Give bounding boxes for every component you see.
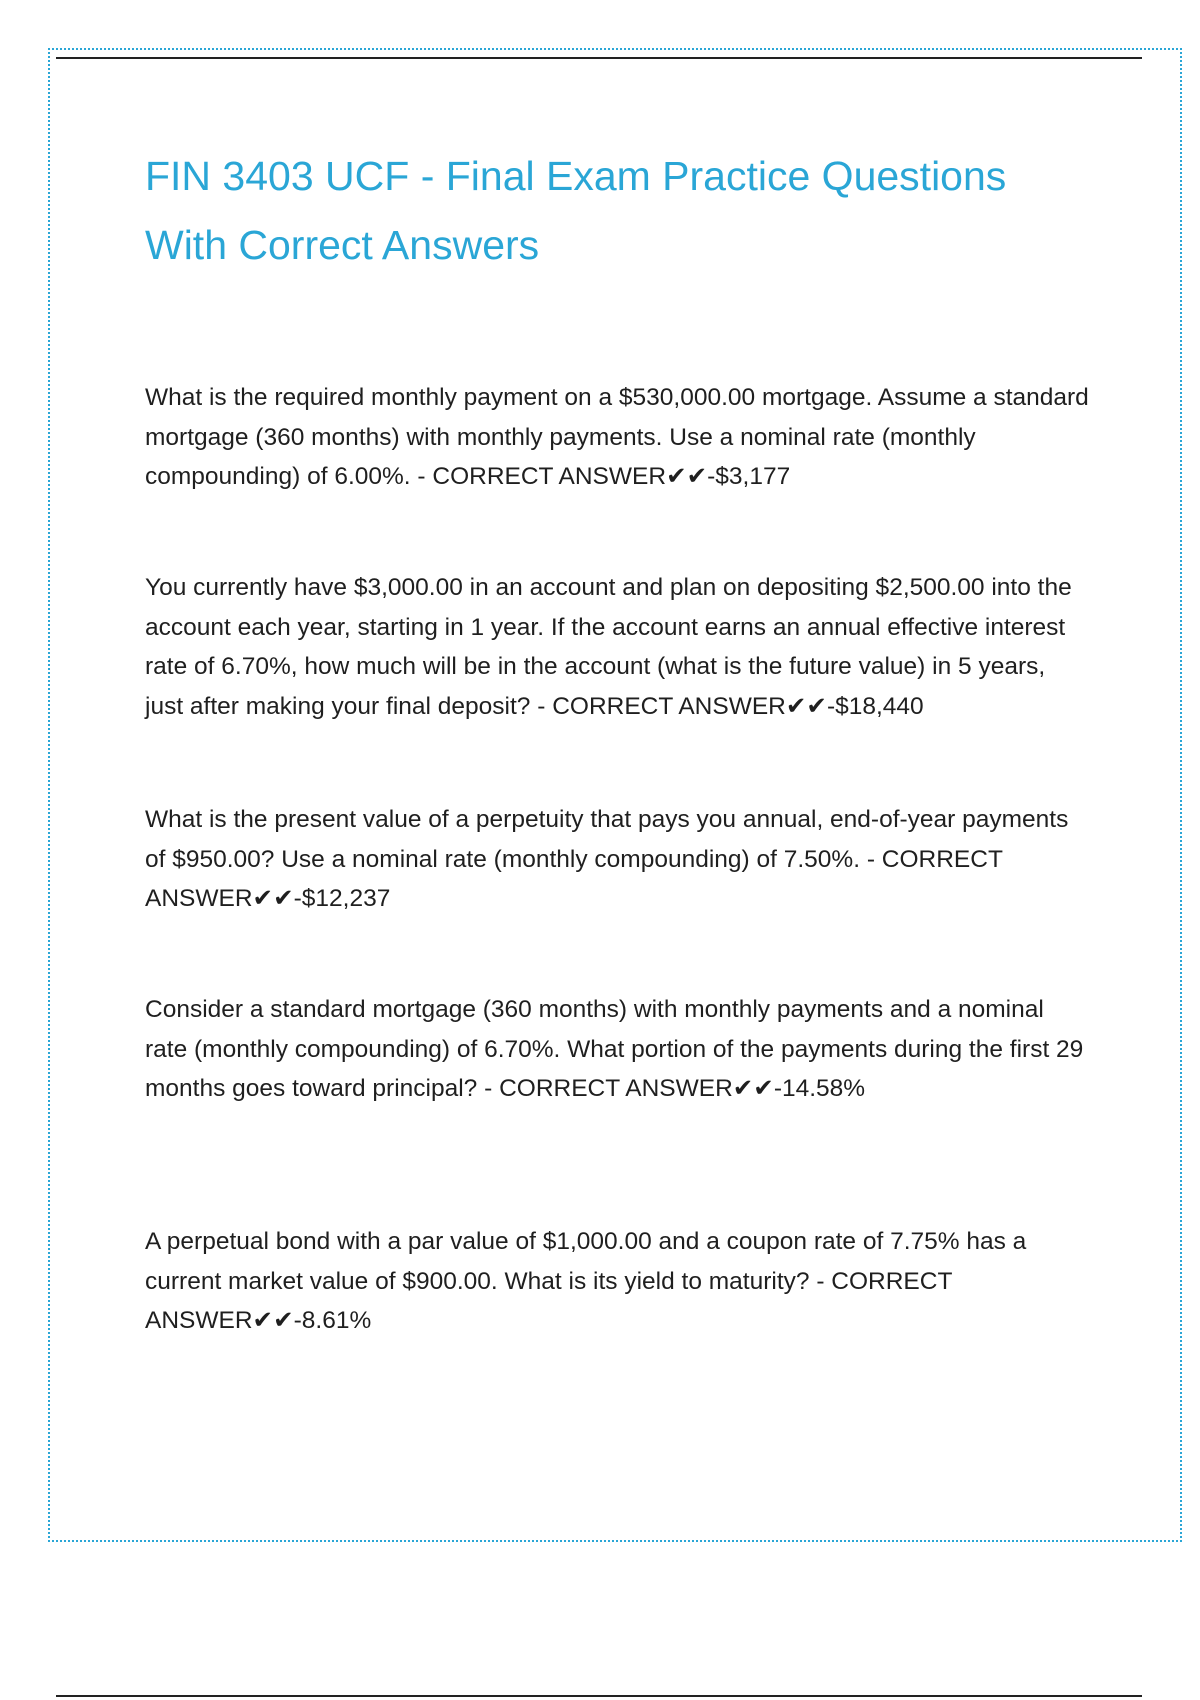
answer-separator: - <box>860 845 882 873</box>
question-text: A perpetual bond with a par value of $1,000.00 and a coupon rate of 7.75% has a current market value of $900.00. What is its yield to maturity? <box>145 1228 1027 1295</box>
answer-label: CORRECT ANSWER <box>145 845 1003 912</box>
qa-item <box>145 800 1090 919</box>
answer-value: -$12,237 <box>293 885 391 912</box>
question-text: Consider a standard mortgage (360 months) with monthly payments and a nominal rate (monthly compounding) of 6.70%. What portion of the payments during the first 29 months goes toward principal? <box>145 996 1084 1102</box>
document-title: FIN 3403 UCF - Final Exam Practice Questions With Correct Answers <box>145 153 1007 268</box>
answer-separator: - <box>809 1267 832 1295</box>
qa-item <box>145 1222 1090 1341</box>
answer-separator: - <box>410 463 433 490</box>
question-text: What is the present value of a perpetuity that pays you annual, end-of-year payments of $950.00? Use a nominal rate (monthly compounding) of 7.50%. <box>145 806 1069 873</box>
question-text: What is the required monthly payment on a $530,000.00 mortgage. Assume a standard mortgage (360 months) with monthly payments. Use a nominal rate (monthly compounding) of 6.00%. <box>145 384 1089 490</box>
check-icon: ✔✔ <box>252 1307 294 1334</box>
answer-value: -$18,440 <box>826 692 924 720</box>
answer-value: -$3,177 <box>707 463 791 490</box>
qa-item <box>145 990 1090 1109</box>
answer-separator: - <box>477 1075 500 1102</box>
bottom-rule <box>56 1695 1142 1697</box>
answer-label: CORRECT ANSWER <box>499 1075 733 1102</box>
answer-label: CORRECT ANSWER <box>145 1267 952 1334</box>
question-text: You currently have $3,000.00 in an account and plan on depositing $2,500.00 into the account each year, starting in 1 year. If the account earns an annual effective interest rate of 6.70%, how much will be in the account (what is the future value) in 5 years, just after making your final deposit? <box>145 574 1072 720</box>
qa-item <box>145 568 1090 726</box>
top-rule <box>56 57 1142 59</box>
answer-label: CORRECT ANSWER <box>552 692 786 720</box>
answer-label: CORRECT ANSWER <box>432 463 667 490</box>
check-icon: ✔✔ <box>252 885 294 912</box>
answer-value: -14.58% <box>773 1075 866 1102</box>
answer-separator: - <box>530 692 553 720</box>
qa-item <box>145 378 1090 497</box>
check-icon: ✔✔ <box>732 1075 774 1102</box>
check-icon: ✔✔ <box>785 692 827 720</box>
check-icon: ✔✔ <box>666 463 708 490</box>
answer-value: -8.61% <box>293 1307 372 1334</box>
